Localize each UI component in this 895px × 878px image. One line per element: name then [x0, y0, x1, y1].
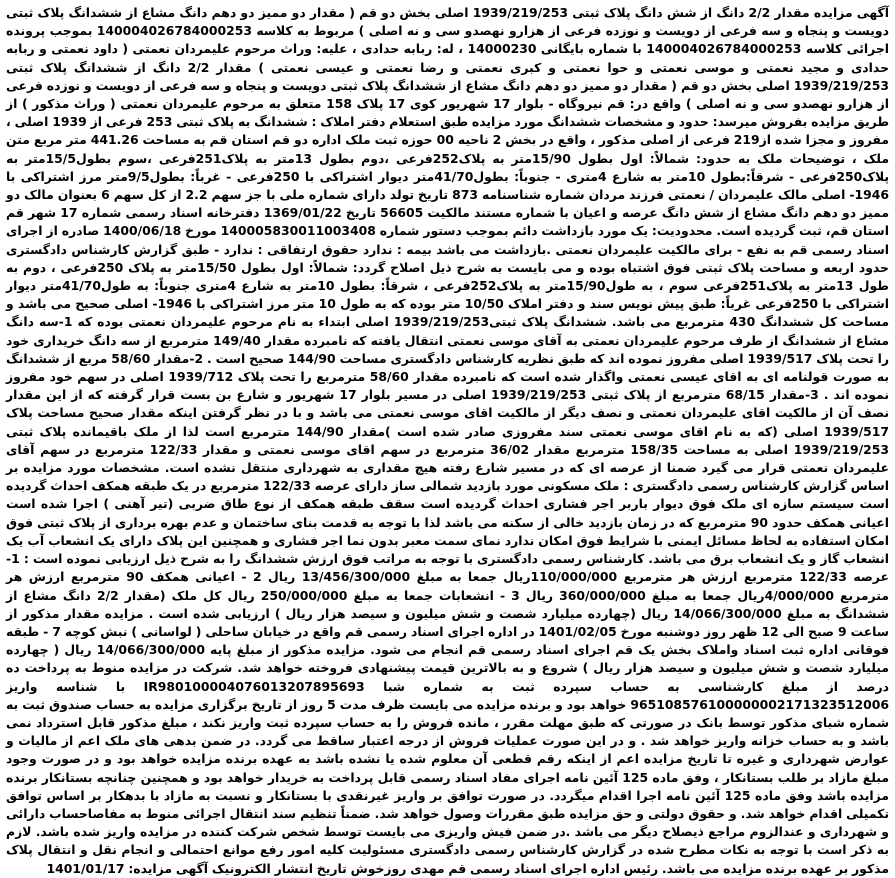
notice-body-text: آگهی مزایده مقدار 2/2 دانگ از شش دانگ پلاک ثبتی 1939/219/253 اصلی بخش دو قم ( مقدار دو ممیز دو دهم دانگ مشاع از ششدانگ پلاک ثبتی دویست و پنجاه و سه فرعی از دویست و نوزده فرعی از هزارو نهصدو سی و نه اصلی ) مربوط به کلاسه 140004026784000253 بموجب پرونده اجرائی کلاسه 140004026784000253 با شماره بایگانی 14000230 ، له: ربابه حدادی ، علیه: وراث مرحوم علیمردان نعمتی ( داود نعمتی و ربابه حدادی و مجید نعمتی و موسی نعمتی و حوا نعمتی و کبری نعمتی و رضا نعمتی و عیسی نعمتی ) مقدار 2/2 دانگ از ششدانگ پلاک ثبتی 1939/219/253 اصلی بخش دو قم ( مقدار دو ممیز دو دهم دانگ مشاع از ششدانگ پلاک ثبتی دویست و پنجاه و سه فرعی از دویست و نوزده فرعی از هزارو نهصدو سی و نه اصلی ) واقع در: قم نیروگاه - بلوار 17 شهریور کوی 17 پلاک 158 متعلق به مرحوم علیمردان نعمتی ( وراث مذکور ) از طریق مزایده بفروش میرسد: حدود و مشخصات ششدانگ مورد مزایده طبق استعلام دفتر املاک : ششدانگ به پلاک ثبتی 253 فرعی از 1939 اصلی ، مفروز و مجزا شده از219 فرعی از اصلی مذکور ، واقع در بخش 2 ناحیه 00 حوزه ثبت ملک اداره دو قم استان قم به مساحت 441.26 متر مربع متن ملک ، توضیحات ملک به حدود: شمالاً: اول بطول 15/90متر به پلاک252فرعی ،دوم بطول 13متر به پلاک251فرعی ،سوم بطول15/5متر به پلاک250فرعی - شرقاً:بطول 10متر به شارع 4متری - جنوباً: بطول41/70متر دیوار اشتراکی با 250فرعی - غرباً: بطول9/5متر مرز اشتراکی با 1946- اصلی مالک علیمردان / نعمتی فرزند مردان شماره شناسنامه 873 تاریخ تولد دارای شماره ملی با جز سهم 2.2 از کل سهم 6 بعنوان مالک دو ممیز دو دهم دانگ مشاع از شش دانگ عرصه و اعیان با شماره مستند مالکیت 56605 تاریخ 1369/01/22 دفترخانه اسناد رسمی شماره 17 شهر قم استان قم، ثبت گردیده است. محدودیت: یک مورد بازداشت دائم بموجب دستور شماره 140005830011003408 مورخ 1400/06/18 صادره از اجرای اسناد رسمی قم به نفع - برای مالکیت علیمردان نعمتی .بازداشت می باشد بیمه : ندارد حقوق ارتفاقی : ندارد - طبق گزارش کارشناس دادگستری حدود اربعه و مساحت پلاک ثبتی فوق اشتباه بوده و می بایست به شرح ذیل اصلاح گردد: شمالاً: اول بطول 15/50متر به پلاک 250فرعی ، دوم به طول 13متر به پلاک251فرعی سوم ، به طول15/90متر به پلاک252فرعی ، شرقاً: بطول 10متر به شارع 4متری جنوباً: به طول41/70متر دیوار اشتراکی با 250فرعی غرباً: طبق پیش نویس سند و دفتر املاک 10/50 متر بوده که به طول 10 متر مرز اشتراکی با 1946- اصلی صحیح می باشد و مساحت کل ششدانگ 430 مترمربع می باشد. ششدانگ پلاک ثبتی1939/219/253 اصلی ابتداء به نام مرحوم علیمردان نعمتی بوده که 1-سه دانگ مشاع از ششدانگ از طرف مرحوم علیمردان نعمتی به آقای موسی نعمتی انتقال یافته که نامبرده مقدار 149/40 مترمربع از سه دانگ خریداری خود را تحت پلاک 1939/517 اصلی مفروز نموده اند که طبق نظریه کارشناس دادگستری مساحت 144/90 صحیح است . 2-مقدار 58/60 مربع از ششدانگ به صورت قولنامه ای به اقای عیسی نعمتی واگذار شده است که نامبرده مقدار 58/60 مترمربع را تحت پلاک 1939/712 اصلی در سهم خود مفروز نموده اند . 3-مقدار 68/15 مترمربع از پلاک ثبتی 1939/219/253 اصلی در مسیر بلوار 17 شهریور و شارع بن بست قرار گرفته که از این مقدار نصف آن از مالکیت اقای علیمردان نعمتی و نصف دیگر از مالکیت اقای موسی نعمتی می باشد و با در نظر گرفتن اینکه مقدار صحیح مساحت پلاک 1939/517 اصلی (که به نام اقای موسی نعمتی سند مفروزی صادر شده است )مقدار 144/90 مترمربع است لذا از ملک باقیمانده پلاک ثبتی 1939/219/253 اصلی به مساحت 158/35 مترمربع مقدار 36/02 مترمربع در سهم اقای موسی نعمتی و مقدار 122/33 مترمربع در سهم آقای علیمردان نعمتی قرار می گیرد ضمنا از عرصه ای که در مسیر شارع رفته هیچ مقداری به شهرداری منتقل نشده است. مشخصات مورد مزایده بر اساس گزارش کارشناس رسمی دادگستری : ملک مسکونی مورد بازدید شمالی ساز دارای عرصه 122/33 مترمربع در یک طبقه همکف احداث گردیده است سیستم سازه ای ملک فوق دیوار باربر اجر فشاری احداث گردیده است سقف طبقه همکف از نوع طاق ضربی (تیر آهنی ) اجرا شده است اعیانی همکف حدود 90 مترمربع که در زمان بازدید خالی از سکنه می باشد لذا با توجه به قدمت بنای ساختمان و عدم بهره برداری از پلاک ثبتی فوق امکان استفاده به لحاظ مسائل ایمنی با شرایط فوق امکان ندارد نمای سمت معبر بدون نما اجر فشاری و همچنین این پلاک دارای یک انشعاب آب یک انشعاب گاز و یک انشعاب برق می باشد. کارشناس رسمی دادگستری با توجه به مراتب فوق ارزش ششدانگ را به شرح ذیل ارزیابی نموده است : 1- عرصه 122/33 مترمربع ارزش هر مترمربع 110/000/000ریال جمعا به مبلغ 13/456/300/000 ریال 2 - اعیانی همکف 90 مترمربع ارزش هر مترمربع 4/000/000ریال جمعا به مبلغ 360/000/000 ریال 3 - انشعابات جمعا به مبلغ 250/000/000 ریال کل ملک (مقدار 2/2 دانگ مشاع از ششدانگ به مبلغ 14/066/300/000 ریال (چهارده میلیارد شصت و شش میلیون و سیصد هزار ریال ) ارزیابی شده است . مزایده مقدار مذکور از ساعت 9 صبح الی 12 ظهر روز دوشنبه مورخ 1401/02/05 در اداره اجرای اسناد رسمی قم واقع در خیابان ساحلی ( لواسانی ) نبش کوچه 7 - طبقه فوقانی اداره ثبت اسناد واملاک بخش یک قم اجرای اسناد رسمی قم انجام می شود. مزایده مذکور از مبلغ پایه 14/066/300/000 ریال ( چهارده میلیارد شصت و شش میلیون و سیصد هزار ریال ) شروع و به بالاترین قیمت پیشنهادی فروخته خواهد شد. شرکت در مزایده منوط به پرداخت ده درصد از مبلغ کارشناسی به حساب سپرده ثبت به شماره شبا IR980100004076013207895693 با شناسه واریز 965108576100000002171323512006 خواهد بود و برنده مزایده می بایست ظرف مدت 5 روز از تاریخ برگزاری مزایده به حساب صندوق ثبت به شماره شبای مذکور توسط بانک در صورتی که طبق مهلت مقرر ، مانده فروش را به حساب سپرده ثبت واریز نکند ، مبلغ مذکور قابل استرداد نمی باشد و به حساب خزانه واریز خواهد شد . و در این صورت عملیات فروش از درجه اعتبار ساقط می گردد. در ضمن بدهی های ملک اعم از مالیات و عوارض شهرداری و غیره تا تاریخ مزایده اعم از اینکه رقم قطعی آن معلوم شده یا نشده باشد به عهده برنده مزایده خواهد بود و در صورت وجود مبلغ مازاد بر طلب بستانکار ، وفق ماده 125 آئین نامه اجرای مفاد اسناد رسمی قابل پرداخت به خریدار خواهد بود و همچنین چنانچه بستانکار برنده مزایده باشد وفق ماده 125 آئین نامه اجرا اقدام میگردد. در صورت توافق بر واریز غیرنقدی با بستانکار و نسبت به مازاد با بدهکار بر اساس توافق تکمیلی اقدام خواهد شد. و حقوق دولتی و حق مزایده طبق مقررات وصول خواهد شد. ضمناً تنظیم سند انتقال اجرائی منوط به مفاصاحساب دارائی و شهرداری و عندالزوم مراجع ذیصلاح دیگر می باشد .در ضمن فیش واریزی می بایست توسط شخص شرکت کننده در مزایده واریز شده باشد. لازم به ذکر است با توجه به نکات مطرح شده در گزارش کارشناس رسمی دادگستری مسئولیت کلیه امور رفع موانع احتمالی و انجام نقل و انتقال پلاک مذکور بر عهده برنده مزایده می باشد. رئیس اداره اجرای اسناد رسمی قم مهدی روزخوش تاریخ انتشار الکترونیک آگهی مزایده: 1401/01/17 — [6, 5, 890, 876]
